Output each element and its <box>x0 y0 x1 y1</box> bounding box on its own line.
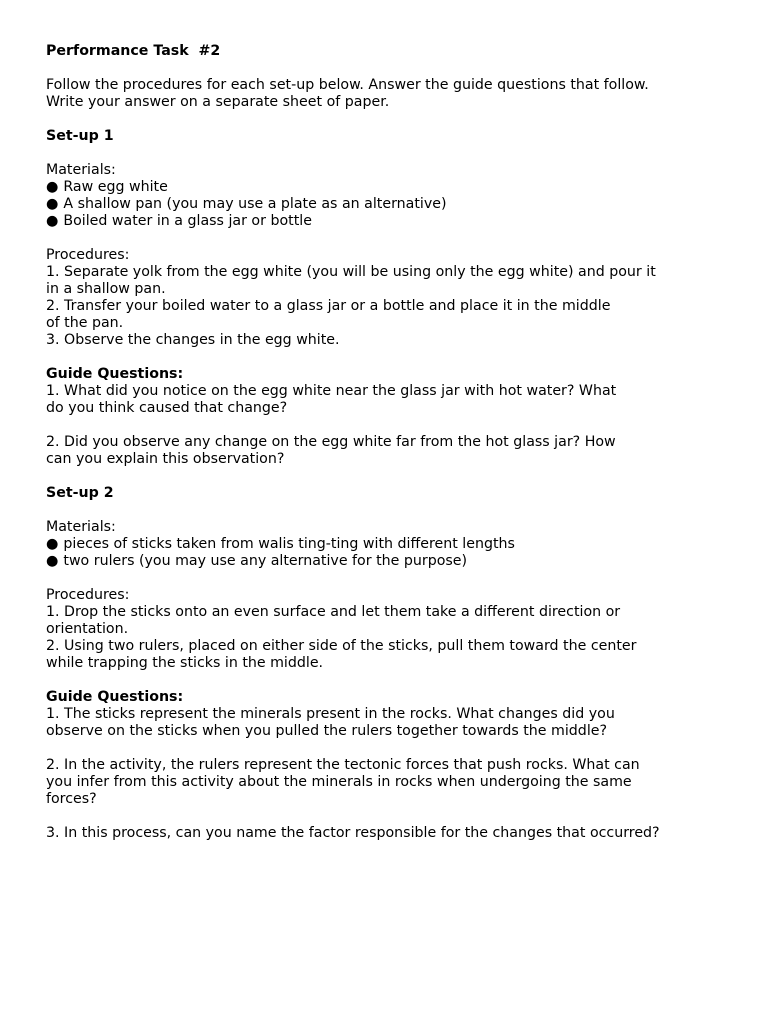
setup1-materials-label: Materials: <box>46 162 116 178</box>
setup1-procedure-line: 1. Separate yolk from the egg white (you will be using only the egg white) and pour it <box>46 264 656 280</box>
bullet-icon: ● <box>46 213 59 229</box>
setup1-question-line: 1. What did you notice on the egg white near the glass jar with hot water? What <box>46 383 617 399</box>
setup1-material-item <box>46 213 746 230</box>
spacer <box>46 672 746 689</box>
bullet-icon: ● <box>46 553 59 569</box>
setup1-question-line: do you think caused that change? <box>46 400 288 416</box>
setup2-procedure-line: orientation. <box>46 621 129 637</box>
setup1-procedure-line: 3. Observe the changes in the egg white. <box>46 332 340 348</box>
spacer <box>46 417 746 434</box>
setup2-procedures-label: Procedures: <box>46 587 130 603</box>
spacer <box>46 502 746 519</box>
material-text: A shallow pan (you may use a plate as an alternative) <box>63 196 447 212</box>
setup1-material-item <box>46 196 746 213</box>
setup2-question-line: 3. In this process, can you name the factor responsible for the changes that occurred? <box>46 825 660 841</box>
spacer <box>46 468 746 485</box>
material-text: Raw egg white <box>63 179 168 195</box>
spacer <box>46 145 746 162</box>
intro-line: Follow the procedures for each set-up below. Answer the guide questions that follow. <box>46 77 649 93</box>
setup1-material-item <box>46 179 746 196</box>
material-text: Boiled water in a glass jar or bottle <box>63 213 312 229</box>
page-title: Performance Task #2 <box>46 43 221 59</box>
setup2-heading: Set-up 2 <box>46 485 114 501</box>
setup2-question-line: forces? <box>46 791 97 807</box>
setup2-material-item <box>46 536 746 553</box>
setup1-procedure-line: 2. Transfer your boiled water to a glass jar or a bottle and place it in the middle <box>46 298 611 314</box>
setup2-guide-label: Guide Questions: <box>46 689 184 705</box>
bullet-icon: ● <box>46 196 59 212</box>
setup1-question-line: can you explain this observation? <box>46 451 285 467</box>
setup2-question-line: you infer from this activity about the minerals in rocks when undergoing the same <box>46 774 632 790</box>
setup2-question-line: 2. In the activity, the rulers represent the tectonic forces that push rocks. What can <box>46 757 640 773</box>
setup2-procedure-line: while trapping the sticks in the middle. <box>46 655 324 671</box>
spacer <box>46 349 746 366</box>
spacer <box>46 111 746 128</box>
setup1-heading: Set-up 1 <box>46 128 114 144</box>
spacer <box>46 230 746 247</box>
bullet-icon: ● <box>46 179 59 195</box>
setup1-guide-label: Guide Questions: <box>46 366 184 382</box>
intro-line: Write your answer on a separate sheet of paper. <box>46 94 390 110</box>
setup2-question-line: 1. The sticks represent the minerals present in the rocks. What changes did you <box>46 706 615 722</box>
setup2-procedure-line: 2. Using two rulers, placed on either side of the sticks, pull them toward the center <box>46 638 637 654</box>
spacer <box>46 570 746 587</box>
material-text: two rulers (you may use any alternative for the purpose) <box>63 553 468 569</box>
spacer <box>46 740 746 757</box>
bullet-icon: ● <box>46 536 59 552</box>
document-page <box>46 43 746 842</box>
setup2-material-item <box>46 553 746 570</box>
setup1-procedures-label: Procedures: <box>46 247 130 263</box>
setup2-materials-label: Materials: <box>46 519 116 535</box>
setup2-procedure-line: 1. Drop the sticks onto an even surface and let them take a different direction or <box>46 604 621 620</box>
spacer <box>46 60 746 77</box>
material-text: pieces of sticks taken from walis ting-ting with different lengths <box>63 536 515 552</box>
setup2-question-line: observe on the sticks when you pulled the rulers together towards the middle? <box>46 723 608 739</box>
setup1-procedure-line: of the pan. <box>46 315 124 331</box>
spacer <box>46 808 746 825</box>
setup1-question-line: 2. Did you observe any change on the egg white far from the hot glass jar? How <box>46 434 616 450</box>
setup1-procedure-line: in a shallow pan. <box>46 281 166 297</box>
